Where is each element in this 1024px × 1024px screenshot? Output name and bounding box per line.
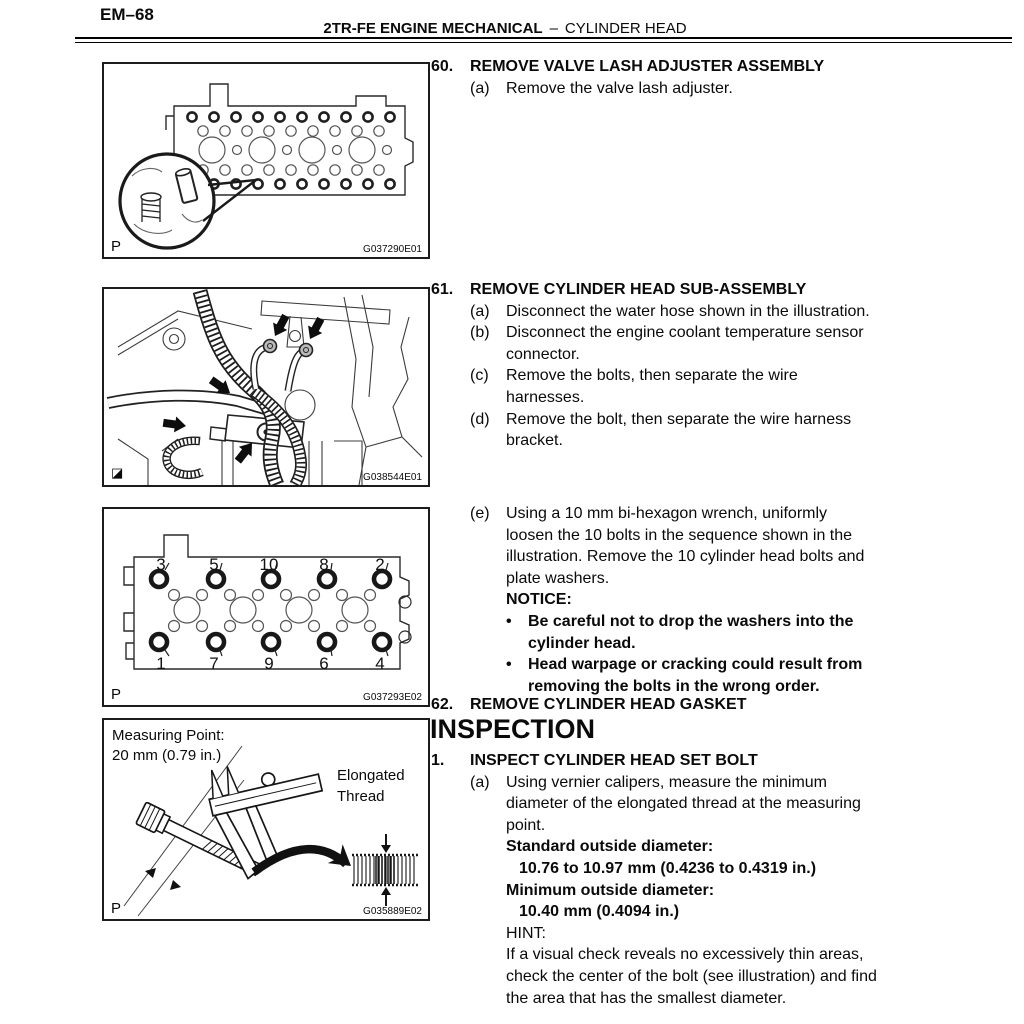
notice-bullet-2 <box>506 654 1009 697</box>
page-header-title <box>0 20 1010 37</box>
water-hose <box>108 396 272 411</box>
thread-closeup <box>352 834 418 906</box>
header-separator: – <box>549 20 558 37</box>
step-61-item-c <box>470 365 1009 408</box>
chapter-title: 2TR-FE ENGINE MECHANICAL <box>323 20 543 37</box>
figure-code: G037290E01 <box>363 244 422 255</box>
bolt-sequence-illustration <box>104 509 428 705</box>
bolt-number: 3 <box>156 555 166 574</box>
item-letter: (b) <box>470 324 490 342</box>
bolt-number: 8 <box>319 555 329 574</box>
bolt-number: 4 <box>375 654 385 673</box>
item-letter: (c) <box>470 367 489 385</box>
step-title: REMOVE VALVE LASH ADJUSTER ASSEMBLY <box>470 58 825 75</box>
spec-minimum-value: 10.40 mm (0.4094 in.) <box>519 903 680 921</box>
step-60-item-a <box>470 78 1009 100</box>
item-text: Disconnect the engine coolant temperature sensor connector. <box>506 324 864 363</box>
dimension-arrowhead <box>145 868 156 878</box>
figure-bolt-measurement <box>102 718 430 921</box>
item-text: Remove the valve lash adjuster. <box>506 79 733 97</box>
step-number: 60. <box>431 58 454 75</box>
item-text: Remove the bolts, then separate the wire harnesses. <box>506 367 798 406</box>
bolt-number: 6 <box>319 654 329 673</box>
step-61 <box>431 279 1009 452</box>
step-number: 62. <box>431 696 454 713</box>
dimension-arrowhead <box>170 880 181 890</box>
step-61-item-e <box>470 503 1009 589</box>
step-61-item-d <box>470 409 1009 452</box>
figure-code: G038544E01 <box>363 472 422 483</box>
cylinder-head-lash-adjuster-illustration <box>104 64 428 257</box>
item-text: Using a 10 mm bi-hexagon wrench, uniformly loosen the 10 bolts in the sequence shown in the illustration. Remove the 10 cylinder head bolts and plate washers. <box>506 505 865 587</box>
figure-valve-lash-adjuster <box>102 62 430 259</box>
figure-code: G035889E02 <box>363 906 422 917</box>
step-1-heading <box>431 750 1009 772</box>
step-number: 61. <box>431 281 454 298</box>
hint-label: HINT: <box>506 924 546 942</box>
measuring-point-value: 20 mm (0.79 in.) <box>112 747 222 764</box>
hint-text: If a visual check reveals no excessively thin areas, check the center of the bolt (see illustration) and find the area that has the smallest diameter. <box>506 946 877 1007</box>
step-title: REMOVE CYLINDER HEAD GASKET <box>470 696 747 713</box>
bullet-text: Head warpage or cracking could result from removing the bolts in the wrong order. <box>528 656 863 695</box>
bullet-dot: • <box>506 656 512 674</box>
item-letter: (a) <box>470 302 490 320</box>
bolt-number: 1 <box>156 654 166 673</box>
step-title: REMOVE CYLINDER HEAD SUB-ASSEMBLY <box>470 281 807 298</box>
wire-harness-illustration <box>104 289 428 485</box>
bolt-number: 9 <box>264 654 274 673</box>
bolt-number: 7 <box>209 654 219 673</box>
inspection-heading: INSPECTION <box>430 714 596 744</box>
step-61e <box>431 503 1009 697</box>
figure-marker: P <box>111 900 122 917</box>
step-1-item-a <box>470 772 1009 837</box>
spec-standard-label: Standard outside diameter: <box>506 838 714 856</box>
item-letter: (e) <box>470 505 490 522</box>
spec-minimum-label: Minimum outside diameter: <box>506 881 715 899</box>
figure-code: G037293E02 <box>363 692 422 703</box>
header-rule <box>75 37 1012 43</box>
step-title: INSPECT CYLINDER HEAD SET BOLT <box>470 752 758 769</box>
item-text: Using vernier calipers, measure the minimum diameter of the elongated thread at the measuring point. <box>506 773 861 834</box>
item-letter: (d) <box>470 410 490 428</box>
inset-magnifier-circle <box>120 154 214 248</box>
bullet-text: Be careful not to drop the washers into the cylinder head. <box>528 612 854 652</box>
item-letter: (a) <box>470 79 490 97</box>
section-title: CYLINDER HEAD <box>564 20 687 37</box>
measuring-point-note <box>112 726 225 766</box>
sensor-hoses <box>254 347 304 391</box>
bolt-number: 10 <box>259 555 279 574</box>
step-61-item-a <box>470 301 1009 323</box>
step-60-heading <box>431 56 1009 78</box>
step-1 <box>431 750 1009 1009</box>
page-code: EM–68 <box>100 5 154 24</box>
bolt-number: 5 <box>209 555 219 574</box>
figure-bolt-loosening-sequence <box>102 507 430 707</box>
figure-marker-icon: ◪ <box>111 465 124 480</box>
spec-standard-value: 10.76 to 10.97 mm (0.4236 to 0.4319 in.) <box>519 859 817 877</box>
bolt-number: 2 <box>375 555 385 574</box>
figure-wire-harness <box>102 287 430 487</box>
step-61-heading <box>431 279 1009 301</box>
notice-block <box>506 589 1009 697</box>
bolt-sequence-numbers <box>156 555 384 673</box>
measuring-point-label: Measuring Point: <box>112 727 225 744</box>
notice-bullet-1 <box>506 611 1009 654</box>
notice-label: NOTICE: <box>506 591 572 609</box>
figure-marker: P <box>111 238 122 255</box>
item-letter: (a) <box>470 773 490 791</box>
figure-marker: P <box>111 686 122 703</box>
step-60 <box>431 56 1009 99</box>
item-text: Disconnect the water hose shown in the illustration. <box>506 302 870 320</box>
elongated-thread-callout: Elongated Thread <box>337 767 405 805</box>
step-number: 1. <box>431 752 445 769</box>
step-61-item-b <box>470 322 1009 365</box>
head-bolts <box>151 571 390 650</box>
bullet-dot: • <box>506 612 512 630</box>
item-text: Remove the bolt, then separate the wire harness bracket. <box>506 410 852 450</box>
